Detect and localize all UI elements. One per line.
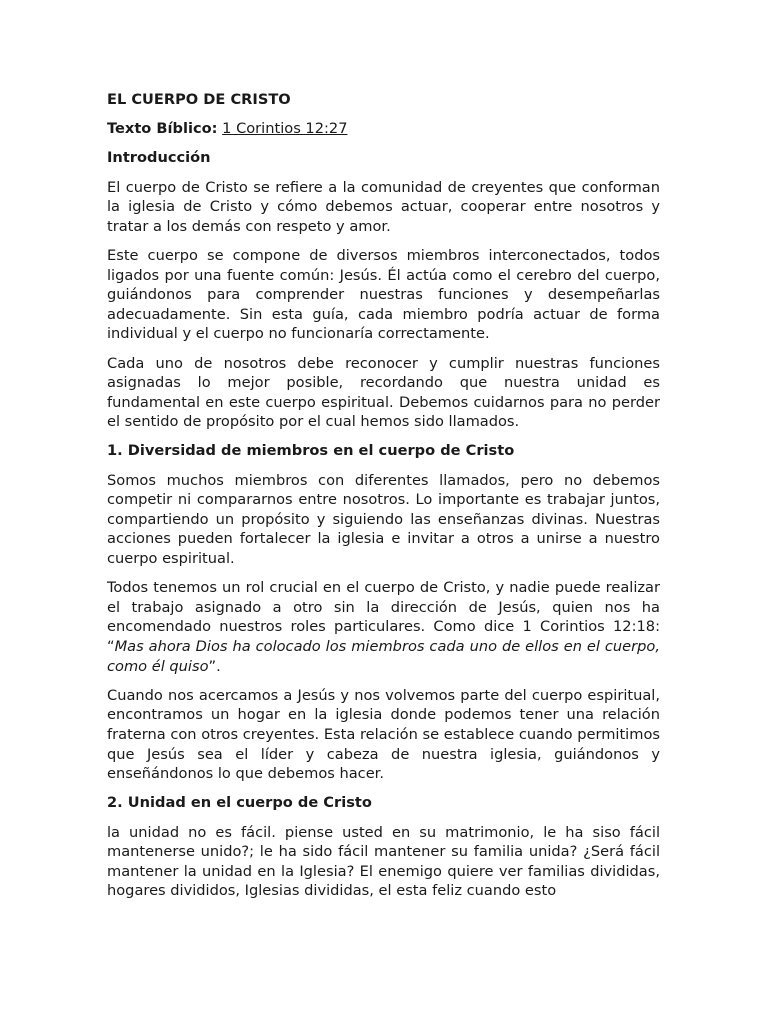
intro-paragraph-2: Este cuerpo se compone de diversos miembros interconectados, todos ligados por una fuente común: Jesús. Él actúa como el cerebro del cuerpo, guiándonos para comprender nuestras funciones y desempeñarlas adecuadamente. Sin esta guía, cada miembro podría actuar de forma individual y el cuerpo no funcionaría correctamente. — [107, 246, 660, 343]
section-2-paragraph-1: la unidad no es fácil. piense usted en su matrimonio, le ha siso fácil mantenerse unido?; le ha sido fácil mantener su familia unida? ¿Será fácil mantener la unidad en la Iglesia? El enemigo quiere ver familias divididas, hogares divididos, Iglesias divididas, el esta feliz cuando esto — [107, 823, 660, 900]
intro-paragraph-3: Cada uno de nosotros debe reconocer y cumplir nuestras funciones asignadas lo mejor posible, recordando que nuestra unidad es fundamental en este cuerpo espiritual. Debemos cuidarnos para no perder el sentido de propósito por el cual hemos sido llamados. — [107, 354, 660, 431]
section-1-paragraph-2-text: Todos tenemos un rol crucial en el cuerpo de Cristo, y nadie puede realizar el trabajo asignado a otro sin la dirección de Jesús, quien nos ha encomendado nuestros roles particulares. Como dice 1 Corintios 12:18: “ — [107, 579, 660, 655]
section-2-heading: 2. Unidad en el cuerpo de Cristo — [107, 794, 372, 812]
bible-quote: Mas ahora Dios ha colocado los miembros cada uno de ellos en el cuerpo, como él quiso — [107, 638, 660, 675]
biblical-text-label: Texto Bíblico: — [107, 120, 218, 138]
intro-paragraph-1: El cuerpo de Cristo se refiere a la comunidad de creyentes que conforman la iglesia de Cristo y cómo debemos actuar, cooperar entre nosotros y tratar a los demás con respeto y amor. — [107, 178, 660, 235]
section-1-paragraph-2-end: ”. — [208, 657, 221, 675]
biblical-text-line — [107, 119, 660, 139]
document-title: EL CUERPO DE CRISTO — [107, 91, 291, 108]
section-1-heading: 1. Diversidad de miembros en el cuerpo de Cristo — [107, 442, 515, 460]
section-1-paragraph-3: Cuando nos acercamos a Jesús y nos volvemos parte del cuerpo espiritual, encontramos un hogar en la iglesia donde podemos tener una relación fraterna con otros creyentes. Esta relación se establece cuando permitimos que Jesús sea el líder y cabeza de nuestra iglesia, guiándonos y enseñándonos lo que debemos hacer. — [107, 686, 660, 783]
section-1-paragraph-2 — [107, 578, 660, 676]
intro-heading: Introducción — [107, 149, 211, 167]
section-1-paragraph-1: Somos muchos miembros con diferentes llamados, pero no debemos competir ni compararnos entre nosotros. Lo importante es trabajar juntos, compartiendo un propósito y siguiendo las enseñanzas divinas. Nuestras acciones pueden fortalecer la iglesia e invitar a otros a unirse a nuestro cuerpo espiritual. — [107, 471, 660, 568]
biblical-text-reference-link[interactable]: 1 Corintios 12:27 — [222, 120, 348, 138]
document-page — [107, 90, 660, 911]
